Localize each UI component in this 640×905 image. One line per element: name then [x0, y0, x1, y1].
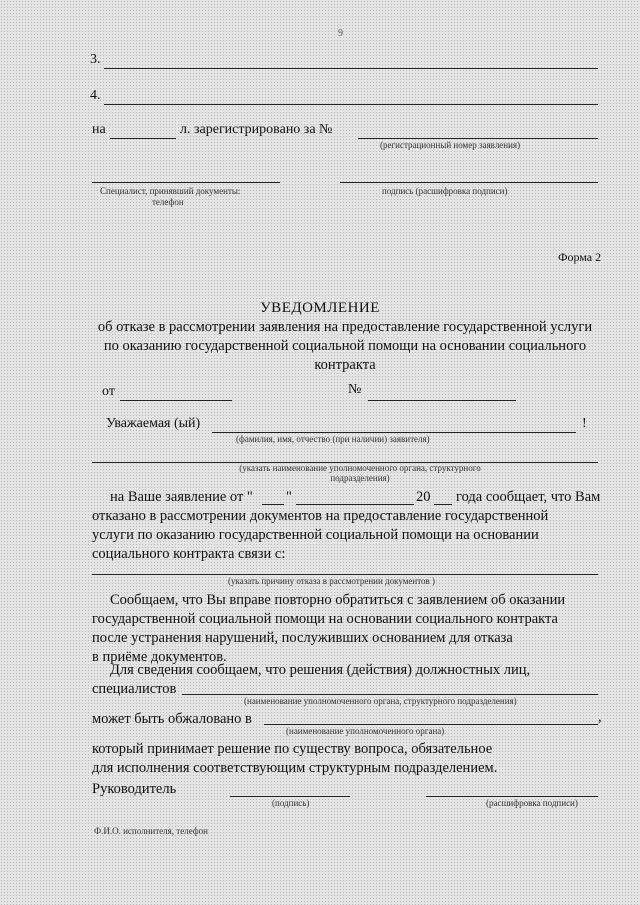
- p3-line-1: Для сведения сообщаем, что решения (действия) должностных лиц,: [110, 662, 531, 678]
- specialist-note: Специалист, принявший документы:: [100, 186, 241, 196]
- fio-note: (фамилия, имя, отчество (при наличии) заявителя): [236, 434, 430, 444]
- p1-line-1d: года сообщает, что Вам: [456, 489, 601, 505]
- p1-line-3: услуги по оказанию государственной социальной помощи на основании: [92, 527, 539, 543]
- p3-line-3: может быть обжаловано в: [92, 711, 252, 727]
- item-3-line: [104, 68, 598, 69]
- specialist-line: [92, 182, 280, 183]
- subtitle-line-2: по оказанию государственной социальной помощи на основании социального: [103, 338, 587, 354]
- number-label: №: [348, 382, 362, 397]
- sign-note: (подпись): [272, 798, 310, 808]
- reg-number-line: [358, 138, 598, 139]
- p1-year-prefix: 20: [416, 489, 431, 505]
- subtitle-line-3: контракта: [314, 357, 376, 373]
- org-note-line-1: (указать наименование уполномоченного органа, структурного: [239, 463, 481, 473]
- reason-line: [92, 574, 598, 575]
- phone-note: телефон: [152, 197, 184, 207]
- head-label: Руководитель: [92, 781, 177, 797]
- applicant-name-line: [212, 432, 576, 433]
- p2-line-3: после устранения нарушений, послуживших основанием для отказа: [92, 630, 513, 646]
- p3-line-2: специалистов: [92, 681, 177, 697]
- from-label: от: [102, 384, 115, 399]
- executor-note: Ф.И.О. исполнителя, телефон: [94, 826, 208, 836]
- reg-number-note: (регистрационный номер заявления): [380, 140, 521, 150]
- subtitle-line-1: об отказе в рассмотрении заявления на предоставление государственной услуги: [97, 319, 593, 335]
- year-line: [434, 504, 452, 505]
- number-line: [368, 400, 516, 401]
- page-number: 9: [338, 28, 343, 39]
- signature-note: подпись (расшифровка подписи): [382, 186, 508, 196]
- reason-note: (указать причину отказа в рассмотрении документов ): [228, 576, 436, 586]
- p3-comma: ,: [598, 709, 602, 725]
- dear-label: Уважаемая (ый): [106, 416, 201, 431]
- p3-note-1: (наименование уполномоченного органа, структурного подразделения): [244, 696, 517, 706]
- p3-org-line-2: [264, 724, 598, 725]
- p2-line-4: в приёме документов.: [92, 649, 227, 665]
- day-line: [262, 504, 284, 505]
- decode-note: (расшифровка подписи): [486, 798, 578, 808]
- p3-line-5: для исполнения соответствующим структурным подразделением.: [92, 760, 498, 776]
- item-3-label: 3.: [90, 52, 101, 67]
- p2-line-1: Сообщаем, что Вы вправе повторно обратиться с заявлением об оказании: [110, 592, 566, 608]
- item-4-line: [104, 104, 598, 105]
- item-4-label: 4.: [90, 88, 101, 103]
- p1-line-1a: на Ваше заявление от ": [110, 489, 253, 505]
- signature-line: [340, 182, 598, 183]
- head-decode-line: [426, 796, 598, 797]
- month-line: [296, 504, 414, 505]
- p1-line-4: социального контракта связи с:: [92, 546, 286, 562]
- p3-org-line-1: [182, 694, 598, 695]
- dear-exclamation: !: [582, 416, 587, 431]
- head-signature-line: [230, 796, 350, 797]
- p2-line-2: государственной социальной помощи на основании социального контракта: [92, 611, 558, 627]
- sheets-registered-label: л. зарегистрировано за №: [180, 122, 333, 137]
- p1-line-1b: ": [286, 489, 292, 505]
- form-label: Форма 2: [558, 250, 602, 264]
- na-label: на: [92, 122, 106, 137]
- p3-line-4: который принимает решение по существу вопроса, обязательное: [92, 741, 493, 757]
- sheets-count-line: [110, 138, 176, 139]
- page-title: УВЕДОМЛЕНИЕ: [260, 300, 380, 316]
- date-line: [120, 400, 232, 401]
- p3-note-2: (наименование уполномоченного органа): [286, 726, 445, 736]
- org-note-line-2: подразделения): [330, 473, 390, 483]
- p1-line-2: отказано в рассмотрении документов на предоставление государственной: [92, 508, 549, 524]
